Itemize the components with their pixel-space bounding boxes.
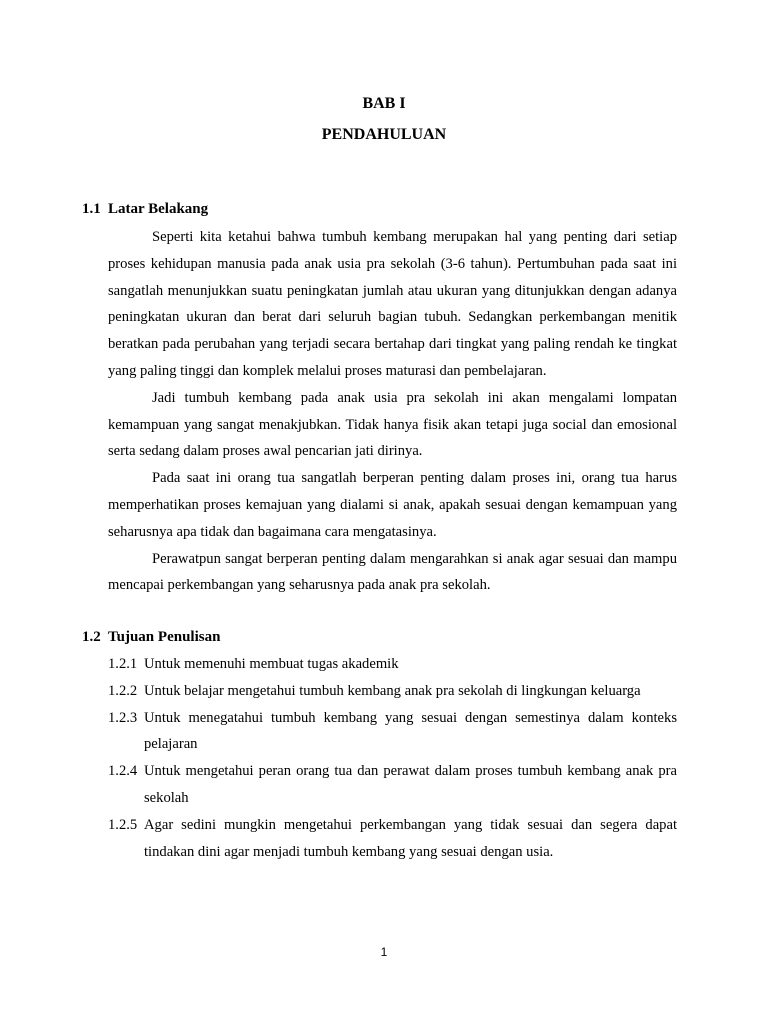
list-item — [108, 651, 677, 678]
chapter-title: PENDAHULUAN — [321, 126, 447, 143]
page-number: 1 — [380, 945, 388, 959]
list-item — [108, 758, 677, 812]
list-item-text: Untuk belajar mengetahui tumbuh kembang anak pra sekolah di lingkungan keluarga — [144, 682, 641, 699]
list-item-text: Untuk mengetahui peran orang tua dan perawat dalam proses tumbuh kembang anak pra sekolah — [144, 763, 677, 806]
section-number: 1.2 — [82, 629, 101, 645]
list-item-number: 1.2.3 — [108, 709, 138, 726]
list-item — [108, 812, 677, 866]
section-number: 1.1 — [82, 201, 101, 217]
list-item — [108, 678, 677, 705]
list-item — [108, 705, 677, 759]
list-item-number: 1.2.5 — [108, 816, 138, 833]
paragraph: Pada saat ini orang tua sangatlah berperan penting dalam proses ini, orang tua harus memperhatikan proses kemajuan yang dialami si anak, apakah sesuai dengan kemampuan yang seharusnya apa tidak dan bagaimana cara mengatasinya. — [108, 470, 677, 540]
list-item-text: Untuk menegatahui tumbuh kembang yang sesuai dengan semestinya dalam konteks pelajaran — [144, 709, 677, 753]
list-item-text: Untuk memenuhi membuat tugas akademik — [144, 656, 399, 672]
section-heading-latar-belakang — [82, 199, 208, 219]
paragraph: Jadi tumbuh kembang pada anak usia pra sekolah ini akan mengalami lompatan kemampuan yang sangat menakjubkan. Tidak hanya fisik akan tetapi juga social dan emosional serta sedang dalam proses awal pencarian jati dirinya. — [108, 389, 677, 460]
chapter-number: BAB I — [362, 95, 406, 112]
section-title: Tujuan Penulisan — [108, 629, 221, 645]
section-heading-tujuan-penulisan — [82, 627, 220, 647]
objectives-list — [108, 651, 677, 865]
paragraph: Perawatpun sangat berperan penting dalam mengarahkan si anak agar sesuai dan mampu mencapai perkembangan yang seharusnya pada anak pra sekolah. — [108, 550, 677, 594]
list-item-text: Agar sedini mungkin mengetahui perkembangan yang tidak sesuai dan segera dapat tindakan dini agar menjadi tumbuh kembang yang sesuai dengan usia. — [144, 816, 677, 860]
section-title: Latar Belakang — [108, 201, 209, 217]
background-body — [108, 224, 677, 599]
paragraph: Seperti kita ketahui bahwa tumbuh kembang merupakan hal yang penting dari setiap proses kehidupan manusia pada anak usia pra sekolah (3-6 tahun). Pertumbuhan pada saat ini sangatlah menunjukkan suatu peningkatan jumlah atau ukuran yang ditunjukkan dengan adanya peningkatan ukuran dan berat dari seluruh bagian tubuh. Sedangkan perkembangan menitik beratkan pada perubahan yang terjadi secara bertahap dari tingkat yang paling rendah ke tingkat yang paling tinggi dan komplek melalui proses maturasi dan pembelajaran. — [108, 229, 677, 379]
list-item-number: 1.2.2 — [108, 682, 138, 699]
list-item-number: 1.2.1 — [108, 656, 138, 672]
list-item-number: 1.2.4 — [108, 763, 138, 780]
